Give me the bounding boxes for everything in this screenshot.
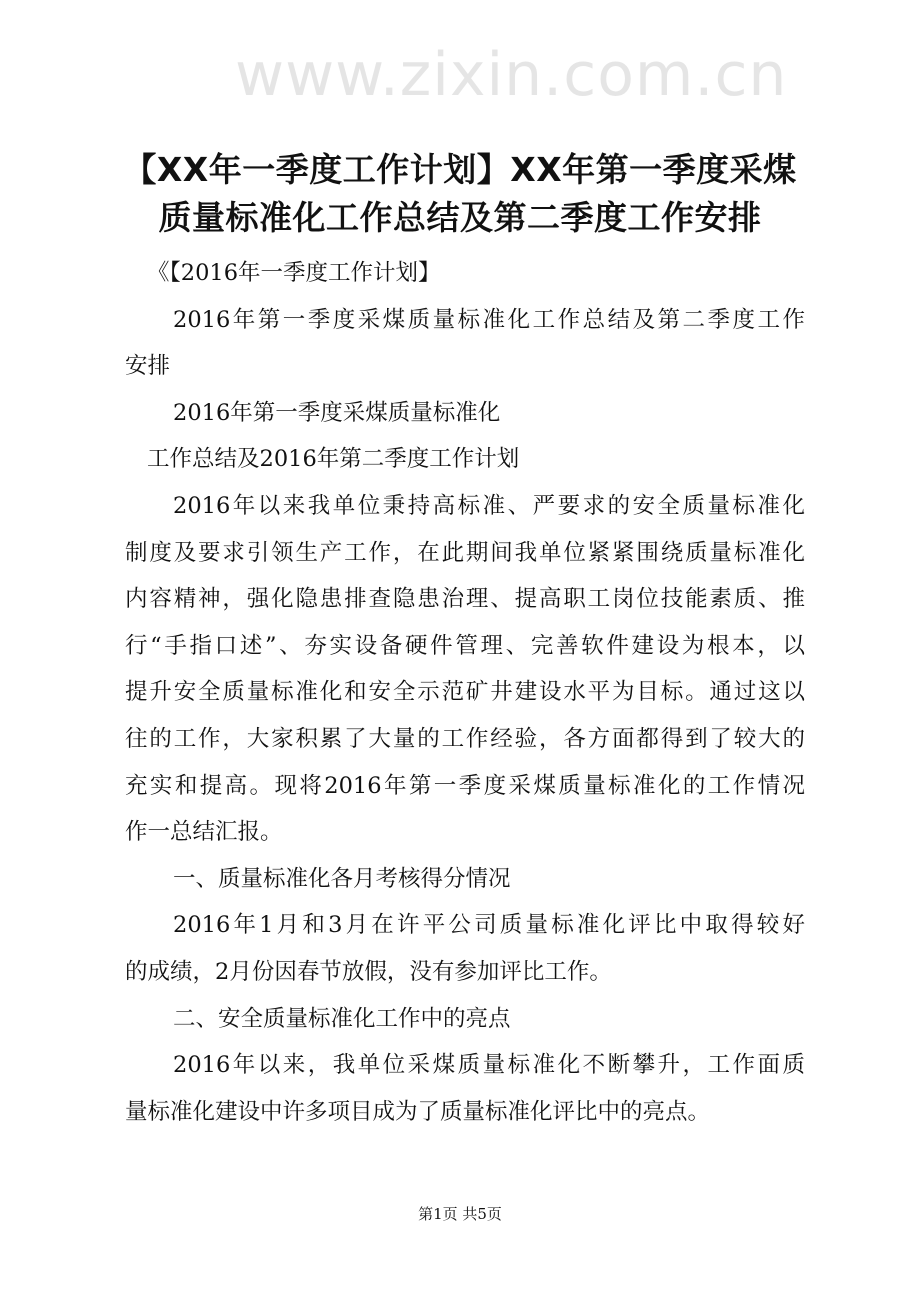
paragraph-line: 作一总结汇报。 [125, 819, 283, 846]
paragraph [125, 436, 805, 483]
paragraph [125, 856, 805, 903]
watermark: www.zixin.com.cn [235, 40, 788, 110]
paragraph [125, 390, 805, 437]
paragraph-line: 2016年以来，我单位采煤质量标准化不断攀升，工作面质 [173, 1052, 805, 1079]
paragraph-line: 往的工作，大家积累了大量的工作经验，各方面都得到了较大的 [125, 725, 805, 752]
document-title [110, 146, 810, 242]
paragraph-line: 一、质量标准化各月考核得分情况 [173, 865, 511, 892]
paragraph-line: 的成绩，2月份因春节放假，没有参加评比工作。 [125, 958, 612, 985]
paragraph-line: 二、安全质量标准化工作中的亮点 [173, 1005, 511, 1032]
title-line: 【XX年一季度工作计划】XX年第一季度采煤 [123, 150, 797, 189]
paragraph [125, 902, 805, 995]
paragraph [125, 996, 805, 1043]
paragraph-line: 2016年第一季度采煤质量标准化 [173, 399, 501, 426]
paragraph-line: 充实和提高。现将2016年第一季度采煤质量标准化的工作情况 [125, 772, 805, 799]
paragraph-line: 制度及要求引领生产工作，在此期间我单位紧紧围绕质量标准化 [125, 539, 805, 566]
paragraph-line: 2016年第一季度采煤质量标准化工作总结及第二季度工作 [173, 306, 805, 333]
paragraph-line: 安排 [125, 353, 171, 380]
paragraph-line: 量标准化建设中许多项目成为了质量标准化评比中的亮点。 [125, 1098, 711, 1125]
document-body [125, 250, 805, 1135]
paragraph [125, 483, 805, 856]
paragraph-line: 内容精神，强化隐患排查隐患治理、提高职工岗位技能素质、推 [125, 586, 805, 613]
paragraph [125, 1042, 805, 1135]
paragraph-line: 工作总结及2016年第二季度工作计划 [147, 446, 520, 473]
paragraph-line: 行“手指口述”、夯实设备硬件管理、完善软件建设为根本，以 [125, 632, 805, 659]
page-footer: 第1页 共5页 [418, 1205, 502, 1223]
paragraph-line: 2016年1月和3月在许平公司质量标准化评比中取得较好 [173, 912, 805, 939]
title-line: 质量标准化工作总结及第二季度工作安排 [158, 198, 762, 237]
paragraph [125, 297, 805, 390]
paragraph-line: 《【2016年一季度工作计划】 [147, 260, 441, 286]
paragraph [125, 250, 805, 297]
paragraph-line: 2016年以来我单位秉持高标准、严要求的安全质量标准化 [173, 492, 805, 519]
paragraph-line: 提升安全质量标准化和安全示范矿井建设水平为目标。通过这以 [125, 679, 805, 706]
